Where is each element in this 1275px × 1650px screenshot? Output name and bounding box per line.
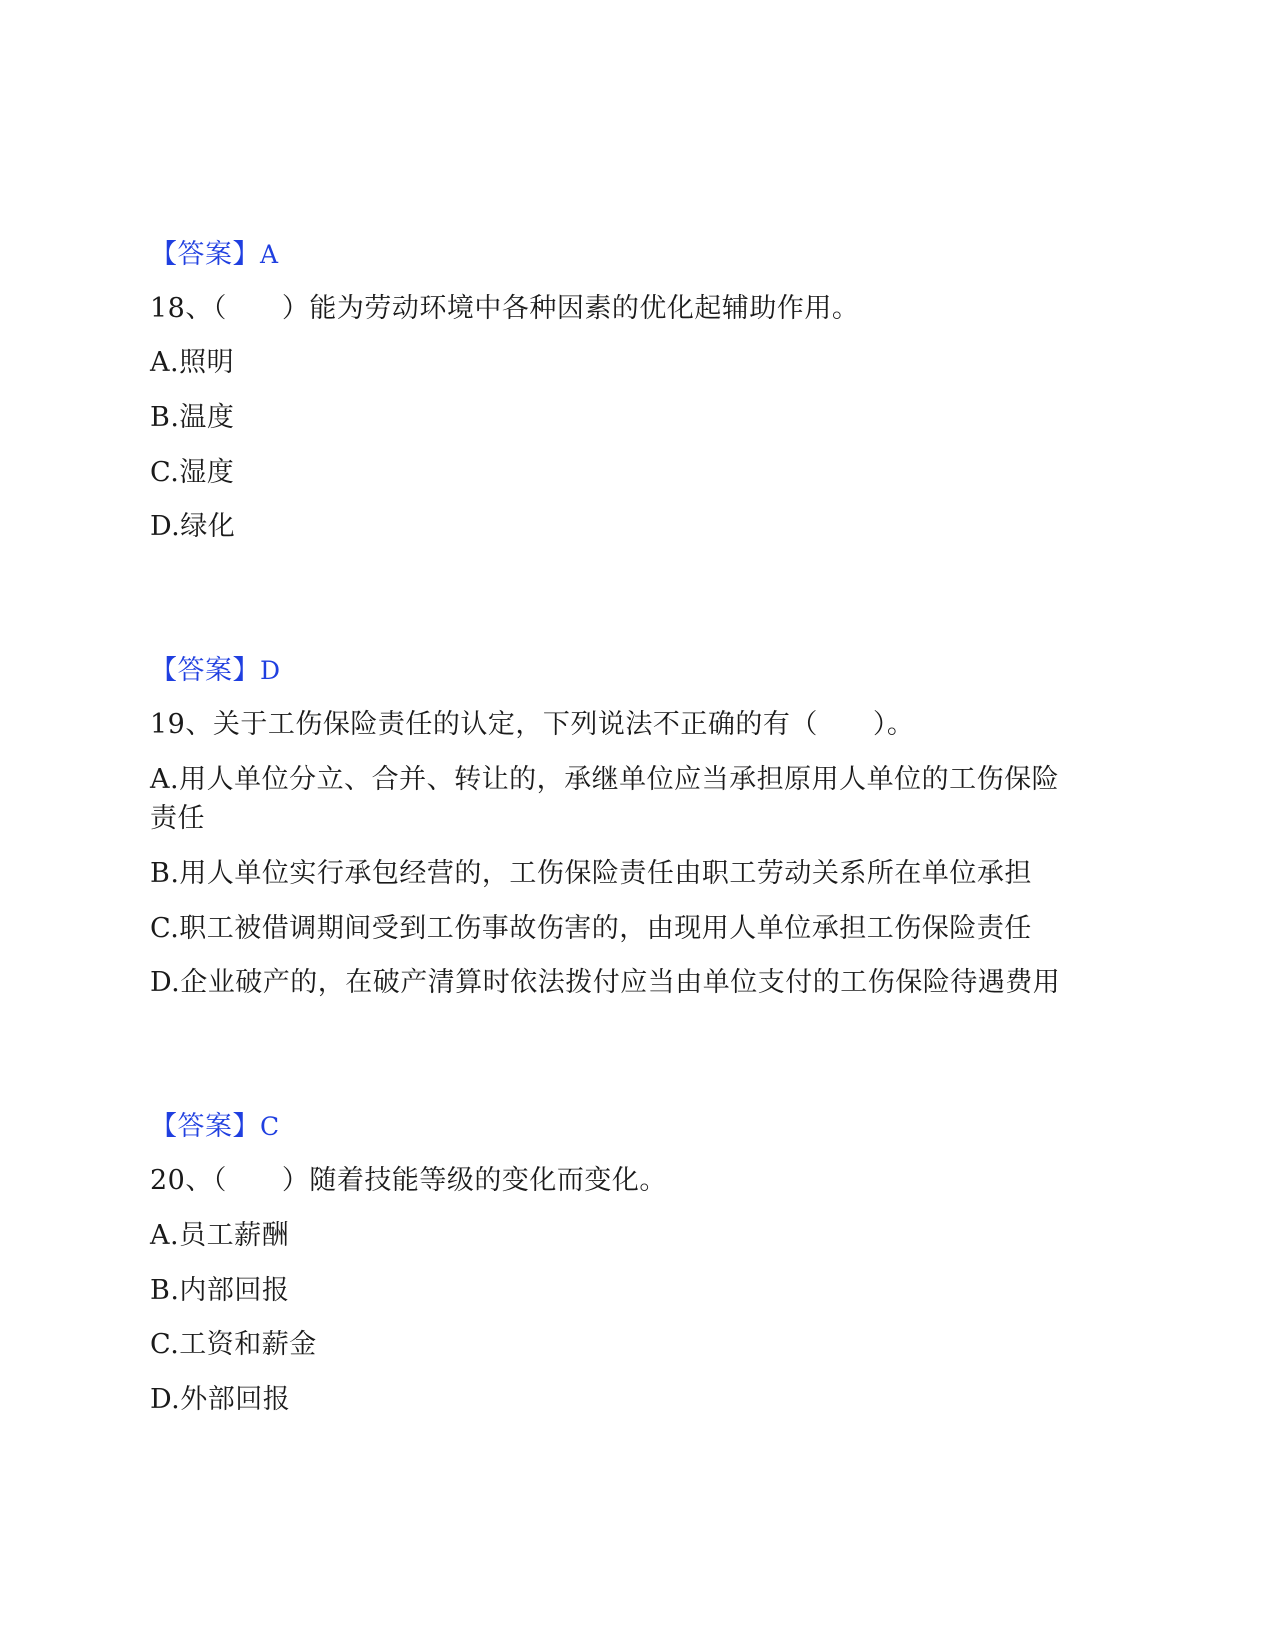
answer-label: 【答案】 bbox=[150, 1111, 260, 1142]
option-b: B.内部回报 bbox=[150, 1275, 290, 1306]
answer-value: D bbox=[260, 656, 281, 685]
option-d: D.企业破产的，在破产清算时依法拨付应当由单位支付的工伤保险待遇费用 bbox=[150, 967, 1061, 998]
question-stem: 20、（ ）随着技能等级的变化而变化。 bbox=[150, 1165, 667, 1196]
answer-value: A bbox=[260, 240, 279, 269]
answer-row bbox=[150, 237, 279, 273]
answer-row bbox=[150, 653, 281, 689]
option-a: A.员工薪酬 bbox=[150, 1220, 290, 1251]
option-b: B.用人单位实行承包经营的，工伤保险责任由职工劳动关系所在单位承担 bbox=[150, 858, 1032, 889]
option-a: A.用人单位分立、合并、转让的，承继单位应当承担原用人单位的工伤保险 bbox=[150, 764, 1060, 795]
option-a: A.照明 bbox=[150, 347, 235, 378]
question-stem: 18、（ ）能为劳动环境中各种因素的优化起辅助作用。 bbox=[150, 293, 860, 324]
option-d: D.绿化 bbox=[150, 511, 236, 542]
question-stem: 19、关于工伤保险责任的认定，下列说法不正确的有（ ）。 bbox=[150, 709, 915, 740]
answer-row bbox=[150, 1109, 280, 1145]
option-c: C.工资和薪金 bbox=[150, 1329, 317, 1360]
answer-label: 【答案】 bbox=[150, 239, 260, 270]
option-c: C.职工被借调期间受到工伤事故伤害的，由现用人单位承担工伤保险责任 bbox=[150, 913, 1032, 944]
option-b: B.温度 bbox=[150, 402, 235, 433]
answer-label: 【答案】 bbox=[150, 655, 260, 686]
option-d: D.外部回报 bbox=[150, 1384, 291, 1415]
option-a-continuation: 责任 bbox=[150, 803, 205, 834]
option-c: C.湿度 bbox=[150, 457, 235, 488]
answer-value: C bbox=[260, 1112, 280, 1141]
